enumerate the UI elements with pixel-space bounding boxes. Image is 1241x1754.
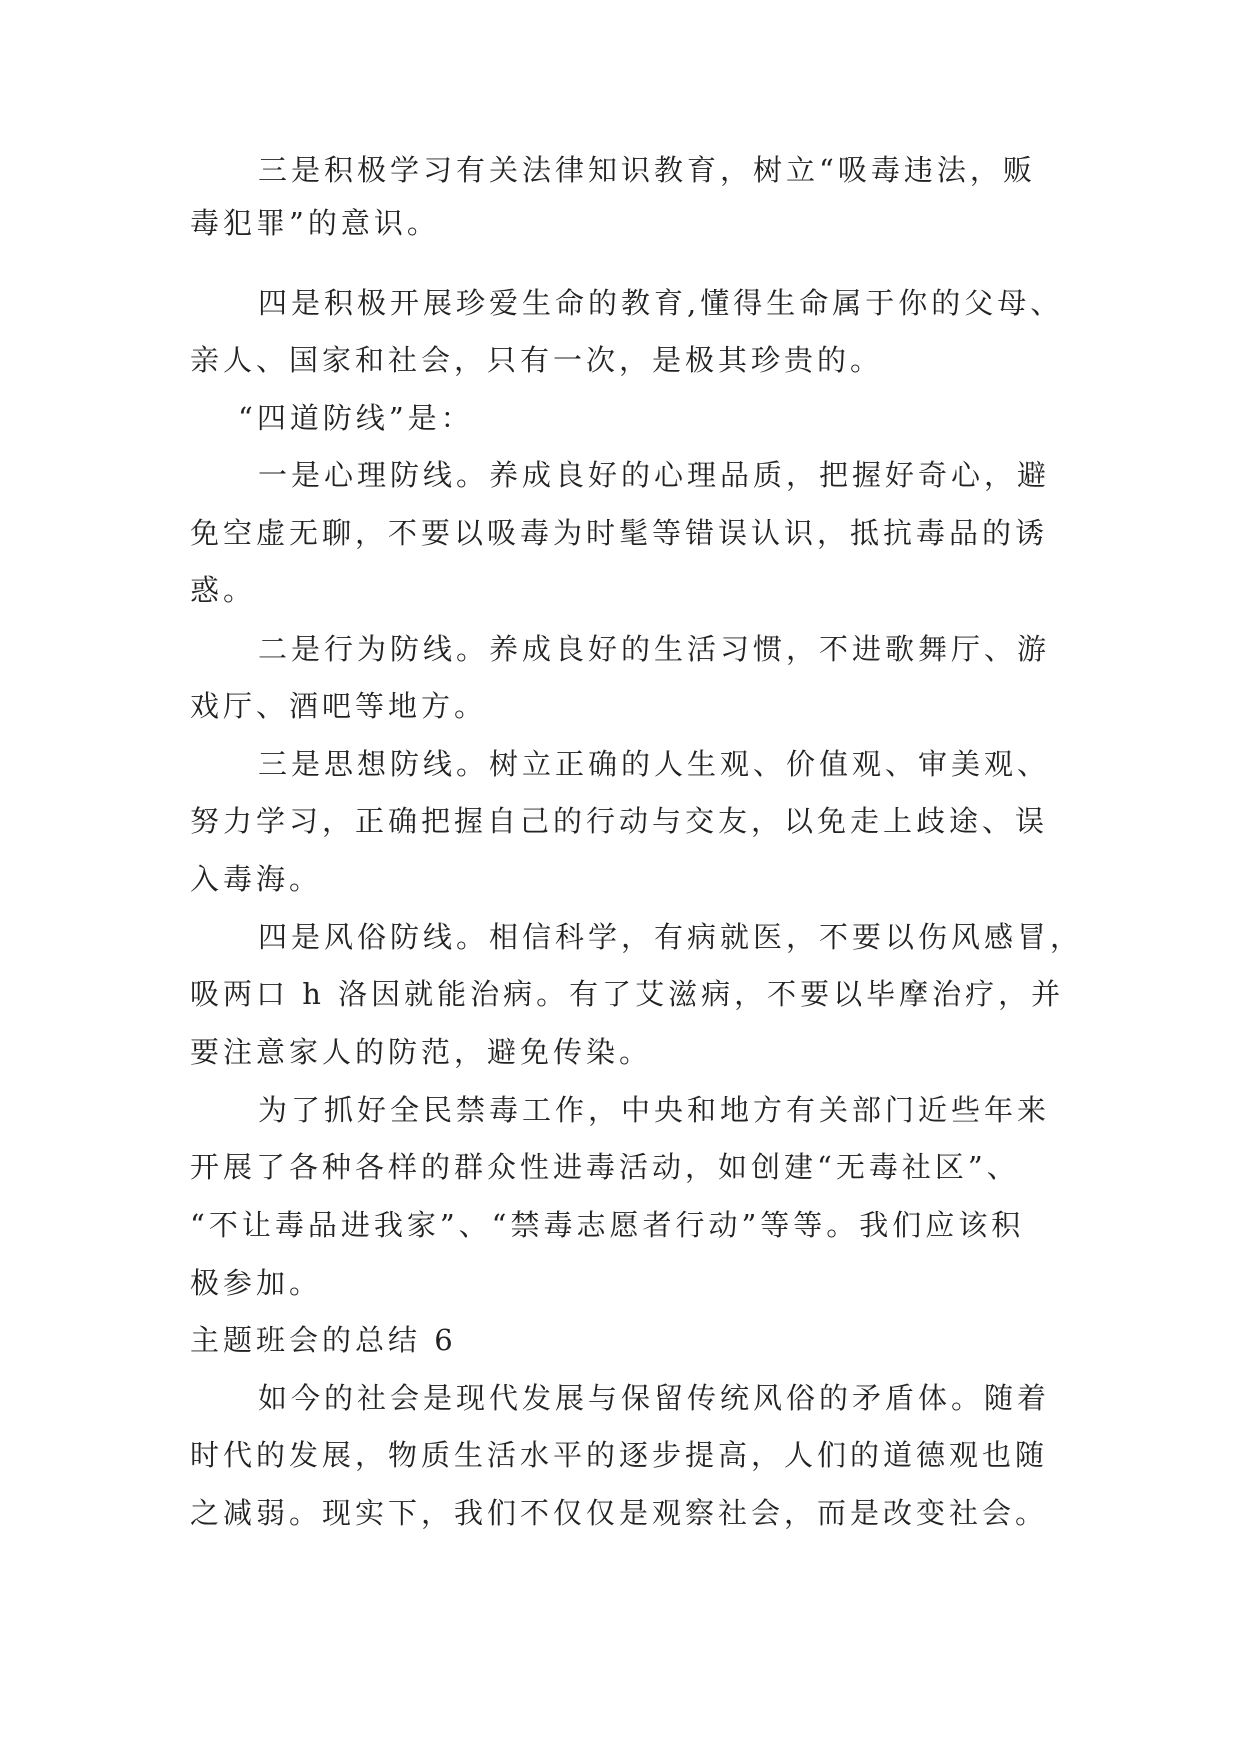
paragraph-line: 努力学习，正确把握自己的行动与交友，以免走上歧途、误 bbox=[190, 804, 1049, 838]
paragraph-line: 为了抓好全民禁毒工作，中央和地方有关部门近些年来 bbox=[258, 1093, 1051, 1127]
paragraph-line: 戏厅、酒吧等地方。 bbox=[190, 689, 488, 723]
paragraph-line: 毒犯罪”的意识。 bbox=[190, 206, 440, 240]
section-heading: 主题班会的总结 6 bbox=[190, 1323, 457, 1357]
paragraph-line: 如今的社会是现代发展与保留传统风俗的矛盾体。随着 bbox=[258, 1381, 1051, 1415]
paragraph-line: 免空虚无聊，不要以吸毒为时髦等错误认识，抵抗毒品的诱 bbox=[190, 516, 1049, 550]
paragraph-line: 四是积极开展珍爱生命的教育,懂得生命属于你的父母、 bbox=[258, 286, 1064, 320]
paragraph-line: 二是行为防线。养成良好的生活习惯，不进歌舞厅、游 bbox=[258, 632, 1051, 666]
paragraph-line: 三是思想防线。树立正确的人生观、价值观、审美观、 bbox=[258, 747, 1051, 781]
paragraph-line: 之减弱。现实下，我们不仅仅是观察社会，而是改变社会。 bbox=[190, 1496, 1049, 1530]
paragraph-line: 极参加。 bbox=[190, 1266, 323, 1300]
paragraph-line: 要注意家人的防范，避免传染。 bbox=[190, 1035, 653, 1069]
paragraph-line: “不让毒品进我家”、“禁毒志愿者行动”等等。我们应该积 bbox=[190, 1208, 1025, 1242]
paragraph-line: 时代的发展，物质生活水平的逐步提高，人们的道德观也随 bbox=[190, 1438, 1049, 1472]
paragraph-line: “四道防线”是： bbox=[238, 401, 474, 435]
paragraph-line: 开展了各种各样的群众性进毒活动，如创建“无毒社区”、 bbox=[190, 1150, 1020, 1184]
paragraph-line: 入毒海。 bbox=[190, 862, 323, 896]
paragraph-line: 惑。 bbox=[190, 573, 257, 607]
paragraph-line: 一是心理防线。养成良好的心理品质，把握好奇心，避 bbox=[258, 458, 1051, 492]
paragraph-line: 吸两口 h 洛因就能治病。有了艾滋病，不要以毕摩治疗，并 bbox=[190, 977, 1065, 1011]
paragraph-line: 四是风俗防线。相信科学，有病就医，不要以伤风感冒， bbox=[258, 920, 1084, 954]
paragraph-line: 亲人、国家和社会，只有一次，是极其珍贵的。 bbox=[190, 343, 884, 377]
paragraph-line: 三是积极学习有关法律知识教育，树立“吸毒违法，贩 bbox=[258, 153, 1036, 187]
